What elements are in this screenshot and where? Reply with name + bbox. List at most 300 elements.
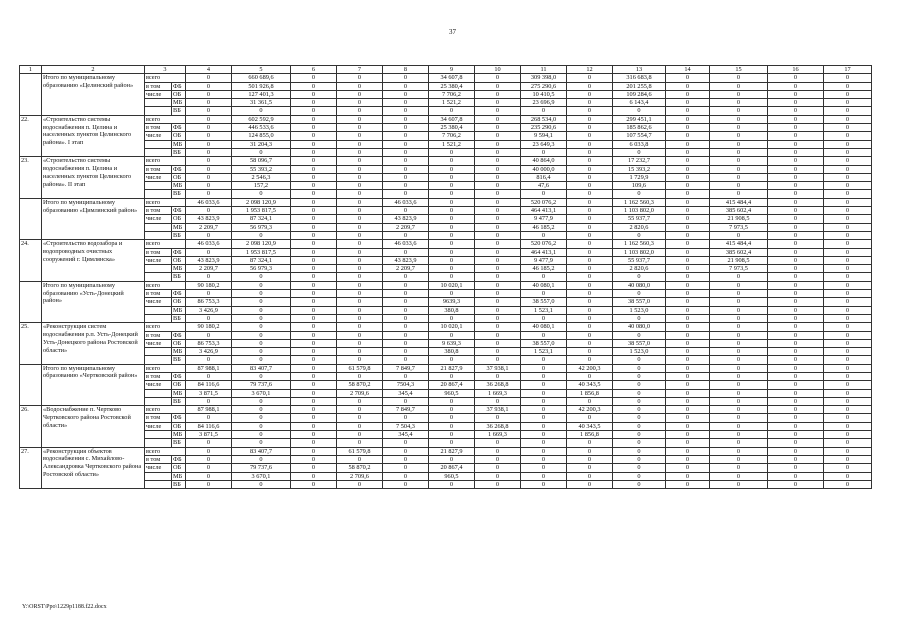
value-cell: 0 bbox=[186, 290, 232, 298]
value-cell: 0 bbox=[666, 455, 710, 463]
subtotal-label: в том bbox=[145, 414, 172, 422]
value-cell: 0 bbox=[613, 364, 666, 372]
value-cell: 0 bbox=[186, 173, 232, 181]
value-cell: 0 bbox=[613, 397, 666, 405]
value-cell: 0 bbox=[383, 480, 429, 488]
value-cell: 0 bbox=[475, 455, 521, 463]
value-cell: 2 820,6 bbox=[613, 223, 666, 231]
value-cell: 2 546,3 bbox=[232, 173, 291, 181]
value-cell: 0 bbox=[567, 132, 613, 140]
value-cell: 0 bbox=[291, 173, 337, 181]
value-cell: 46 033,6 bbox=[186, 240, 232, 248]
object-name: «Строительство системы водоснабжения п. Целина и населенных пунктов Целинского района». I этап bbox=[42, 115, 145, 156]
value-cell: 21 908,5 bbox=[710, 256, 768, 264]
value-cell: 0 bbox=[521, 148, 567, 156]
budget-source: ОБ bbox=[172, 381, 186, 389]
value-cell: 0 bbox=[291, 464, 337, 472]
table-row-total bbox=[20, 364, 872, 372]
value-cell: 37 938,1 bbox=[475, 364, 521, 372]
value-cell: 0 bbox=[710, 480, 768, 488]
value-cell: 0 bbox=[337, 115, 383, 123]
value-cell: 0 bbox=[429, 173, 475, 181]
value-cell: 0 bbox=[768, 348, 824, 356]
value-cell: 0 bbox=[383, 148, 429, 156]
value-cell: 0 bbox=[666, 248, 710, 256]
budget-source: ФБ bbox=[172, 248, 186, 256]
value-cell: 0 bbox=[666, 157, 710, 165]
value-cell: 0 bbox=[383, 173, 429, 181]
table-row bbox=[20, 331, 872, 339]
subtotal-label: числе bbox=[145, 90, 172, 98]
value-cell: 0 bbox=[710, 431, 768, 439]
value-cell: 0 bbox=[429, 165, 475, 173]
value-cell: 0 bbox=[186, 356, 232, 364]
value-cell: 0 bbox=[768, 182, 824, 190]
value-cell: 0 bbox=[232, 397, 291, 405]
value-cell: 46 185,2 bbox=[521, 223, 567, 231]
value-cell: 61 579,8 bbox=[337, 364, 383, 372]
table-row-total bbox=[20, 74, 872, 82]
value-cell: 0 bbox=[232, 148, 291, 156]
value-cell: 7 504,3 bbox=[383, 422, 429, 430]
total-label: всего bbox=[145, 406, 186, 414]
subtotal-label: числе bbox=[145, 464, 172, 472]
value-cell: 0 bbox=[567, 447, 613, 455]
value-cell: 0 bbox=[824, 472, 872, 480]
value-cell: 0 bbox=[613, 464, 666, 472]
value-cell: 0 bbox=[567, 107, 613, 115]
value-cell: 0 bbox=[710, 107, 768, 115]
value-cell: 0 bbox=[337, 372, 383, 380]
value-cell: 0 bbox=[232, 306, 291, 314]
table-row bbox=[20, 99, 872, 107]
value-cell: 58 870,2 bbox=[337, 464, 383, 472]
value-cell: 0 bbox=[383, 472, 429, 480]
value-cell: 0 bbox=[710, 406, 768, 414]
value-cell: 0 bbox=[291, 406, 337, 414]
subtotal-label: в том bbox=[145, 207, 172, 215]
table-row-total bbox=[20, 323, 872, 331]
value-cell: 0 bbox=[475, 182, 521, 190]
column-header: 16 bbox=[768, 66, 824, 74]
value-cell: 0 bbox=[567, 472, 613, 480]
value-cell: 55 937,7 bbox=[613, 215, 666, 223]
value-cell: 9 594,1 bbox=[521, 132, 567, 140]
value-cell: 0 bbox=[291, 364, 337, 372]
value-cell: 0 bbox=[521, 273, 567, 281]
value-cell: 0 bbox=[710, 455, 768, 463]
table-row bbox=[20, 148, 872, 156]
value-cell: 0 bbox=[666, 90, 710, 98]
value-cell: 0 bbox=[186, 157, 232, 165]
value-cell: 0 bbox=[291, 223, 337, 231]
value-cell: 0 bbox=[768, 414, 824, 422]
value-cell: 2 098 120,9 bbox=[232, 198, 291, 206]
value-cell: 87 324,1 bbox=[232, 256, 291, 264]
table-row bbox=[20, 140, 872, 148]
value-cell: 0 bbox=[768, 323, 824, 331]
value-cell: 23 696,9 bbox=[521, 99, 567, 107]
subtotal-label-blank bbox=[145, 231, 172, 239]
value-cell: 7 849,7 bbox=[383, 406, 429, 414]
value-cell: 0 bbox=[666, 207, 710, 215]
column-header: 3 bbox=[145, 66, 186, 74]
value-cell: 0 bbox=[567, 397, 613, 405]
value-cell: 0 bbox=[666, 231, 710, 239]
value-cell: 0 bbox=[186, 124, 232, 132]
budget-source: ВБ bbox=[172, 439, 186, 447]
value-cell: 0 bbox=[824, 422, 872, 430]
value-cell: 0 bbox=[521, 406, 567, 414]
value-cell: 0 bbox=[291, 198, 337, 206]
value-cell: 0 bbox=[291, 356, 337, 364]
value-cell: 0 bbox=[613, 148, 666, 156]
value-cell: 0 bbox=[666, 389, 710, 397]
value-cell: 0 bbox=[429, 231, 475, 239]
value-cell: 0 bbox=[567, 165, 613, 173]
value-cell: 0 bbox=[567, 90, 613, 98]
value-cell: 0 bbox=[824, 148, 872, 156]
total-label: всего bbox=[145, 323, 186, 331]
value-cell: 0 bbox=[824, 190, 872, 198]
value-cell: 0 bbox=[613, 381, 666, 389]
value-cell: 0 bbox=[232, 314, 291, 322]
value-cell: 0 bbox=[291, 99, 337, 107]
value-cell: 0 bbox=[824, 273, 872, 281]
value-cell: 0 bbox=[824, 107, 872, 115]
value-cell: 0 bbox=[291, 480, 337, 488]
value-cell: 0 bbox=[383, 331, 429, 339]
value-cell: 0 bbox=[291, 397, 337, 405]
column-header: 15 bbox=[710, 66, 768, 74]
value-cell: 0 bbox=[824, 182, 872, 190]
value-cell: 0 bbox=[291, 115, 337, 123]
budget-source: ВБ bbox=[172, 107, 186, 115]
budget-source: ФБ bbox=[172, 82, 186, 90]
value-cell: 0 bbox=[824, 207, 872, 215]
column-header: 13 bbox=[613, 66, 666, 74]
value-cell: 0 bbox=[383, 182, 429, 190]
value-cell: 0 bbox=[186, 90, 232, 98]
row-index: 22. bbox=[20, 115, 42, 156]
value-cell: 9 477,9 bbox=[521, 256, 567, 264]
value-cell: 0 bbox=[768, 422, 824, 430]
table-row bbox=[20, 464, 872, 472]
subtotal-label-blank bbox=[145, 389, 172, 397]
budget-source: ВБ bbox=[172, 231, 186, 239]
value-cell: 0 bbox=[337, 99, 383, 107]
budget-source: ФБ bbox=[172, 290, 186, 298]
value-cell: 0 bbox=[567, 215, 613, 223]
value-cell: 0 bbox=[710, 281, 768, 289]
value-cell: 0 bbox=[186, 207, 232, 215]
value-cell: 0 bbox=[475, 132, 521, 140]
value-cell: 0 bbox=[429, 480, 475, 488]
table-row bbox=[20, 339, 872, 347]
value-cell: 380,8 bbox=[429, 306, 475, 314]
value-cell: 0 bbox=[824, 331, 872, 339]
value-cell: 0 bbox=[824, 290, 872, 298]
column-header: 6 bbox=[291, 66, 337, 74]
budget-source: ОБ bbox=[172, 464, 186, 472]
value-cell: 0 bbox=[186, 190, 232, 198]
value-cell: 86 753,3 bbox=[186, 339, 232, 347]
value-cell: 0 bbox=[613, 190, 666, 198]
value-cell: 0 bbox=[768, 173, 824, 181]
budget-table bbox=[19, 65, 872, 489]
value-cell: 0 bbox=[768, 273, 824, 281]
value-cell: 46 033,6 bbox=[383, 240, 429, 248]
value-cell: 960,5 bbox=[429, 389, 475, 397]
total-label: всего bbox=[145, 364, 186, 372]
value-cell: 960,5 bbox=[429, 472, 475, 480]
value-cell: 0 bbox=[710, 157, 768, 165]
table-row bbox=[20, 273, 872, 281]
value-cell: 1 521,2 bbox=[429, 99, 475, 107]
value-cell: 0 bbox=[824, 240, 872, 248]
value-cell: 1 103 802,0 bbox=[613, 207, 666, 215]
value-cell: 0 bbox=[521, 290, 567, 298]
value-cell: 0 bbox=[824, 99, 872, 107]
value-cell: 0 bbox=[824, 256, 872, 264]
value-cell: 0 bbox=[824, 356, 872, 364]
subtotal-label-blank bbox=[145, 99, 172, 107]
value-cell: 0 bbox=[824, 480, 872, 488]
column-header: 11 bbox=[521, 66, 567, 74]
value-cell: 0 bbox=[429, 431, 475, 439]
value-cell: 0 bbox=[521, 455, 567, 463]
value-cell: 0 bbox=[475, 348, 521, 356]
value-cell: 0 bbox=[824, 124, 872, 132]
value-cell: 0 bbox=[383, 115, 429, 123]
value-cell: 0 bbox=[666, 397, 710, 405]
value-cell: 0 bbox=[666, 314, 710, 322]
total-label: всего bbox=[145, 198, 186, 206]
value-cell: 0 bbox=[429, 314, 475, 322]
value-cell: 0 bbox=[768, 165, 824, 173]
value-cell: 0 bbox=[710, 290, 768, 298]
table-row bbox=[20, 190, 872, 198]
value-cell: 0 bbox=[567, 240, 613, 248]
value-cell: 0 bbox=[824, 198, 872, 206]
column-header: 12 bbox=[567, 66, 613, 74]
value-cell: 0 bbox=[768, 140, 824, 148]
value-cell: 201 255,8 bbox=[613, 82, 666, 90]
value-cell: 37 938,1 bbox=[475, 406, 521, 414]
value-cell: 0 bbox=[521, 331, 567, 339]
subtotal-label: в том bbox=[145, 331, 172, 339]
value-cell: 83 407,7 bbox=[232, 447, 291, 455]
value-cell: 0 bbox=[337, 173, 383, 181]
object-name: «Реконструкция систем водоснабжения р.п. Усть-Донецкий Усть-Донецкого района Ростовской области» bbox=[42, 323, 145, 364]
value-cell: 0 bbox=[613, 372, 666, 380]
value-cell: 15 393,2 bbox=[613, 165, 666, 173]
value-cell: 0 bbox=[337, 132, 383, 140]
value-cell: 6 143,4 bbox=[613, 99, 666, 107]
value-cell: 0 bbox=[768, 331, 824, 339]
value-cell: 0 bbox=[291, 248, 337, 256]
subtotal-label: числе bbox=[145, 298, 172, 306]
value-cell: 0 bbox=[475, 99, 521, 107]
value-cell: 0 bbox=[666, 439, 710, 447]
value-cell: 109,6 bbox=[613, 182, 666, 190]
value-cell: 0 bbox=[232, 439, 291, 447]
value-cell: 0 bbox=[337, 397, 383, 405]
value-cell: 0 bbox=[232, 298, 291, 306]
value-cell: 0 bbox=[710, 74, 768, 82]
value-cell: 56 979,3 bbox=[232, 223, 291, 231]
value-cell: 0 bbox=[666, 256, 710, 264]
value-cell: 38 557,0 bbox=[521, 339, 567, 347]
value-cell: 1 523,0 bbox=[613, 306, 666, 314]
value-cell: 0 bbox=[383, 372, 429, 380]
value-cell: 38 557,0 bbox=[613, 339, 666, 347]
value-cell: 0 bbox=[232, 422, 291, 430]
value-cell: 0 bbox=[291, 74, 337, 82]
value-cell: 0 bbox=[613, 273, 666, 281]
value-cell: 0 bbox=[186, 372, 232, 380]
value-cell: 0 bbox=[613, 414, 666, 422]
value-cell: 0 bbox=[666, 99, 710, 107]
subtotal-label: в том bbox=[145, 248, 172, 256]
value-cell: 0 bbox=[337, 356, 383, 364]
value-cell: 345,4 bbox=[383, 389, 429, 397]
value-cell: 0 bbox=[186, 99, 232, 107]
value-cell: 0 bbox=[383, 356, 429, 364]
value-cell: 9 477,9 bbox=[521, 215, 567, 223]
value-cell: 0 bbox=[824, 439, 872, 447]
value-cell: 0 bbox=[337, 182, 383, 190]
value-cell: 0 bbox=[232, 414, 291, 422]
value-cell: 0 bbox=[291, 265, 337, 273]
value-cell: 42 200,3 bbox=[567, 406, 613, 414]
subtotal-label: числе bbox=[145, 381, 172, 389]
value-cell: 61 579,8 bbox=[337, 447, 383, 455]
table-row-total bbox=[20, 198, 872, 206]
value-cell: 1 162 560,3 bbox=[613, 198, 666, 206]
value-cell: 0 bbox=[337, 74, 383, 82]
value-cell: 7 973,5 bbox=[710, 223, 768, 231]
value-cell: 0 bbox=[567, 190, 613, 198]
budget-source: ОБ bbox=[172, 422, 186, 430]
value-cell: 0 bbox=[232, 190, 291, 198]
value-cell: 0 bbox=[337, 148, 383, 156]
value-cell: 43 823,9 bbox=[383, 256, 429, 264]
value-cell: 0 bbox=[613, 447, 666, 455]
value-cell: 0 bbox=[666, 165, 710, 173]
value-cell: 157,2 bbox=[232, 182, 291, 190]
value-cell: 0 bbox=[567, 99, 613, 107]
value-cell: 464 413,1 bbox=[521, 207, 567, 215]
budget-source: ВБ bbox=[172, 190, 186, 198]
budget-source: МБ bbox=[172, 472, 186, 480]
value-cell: 7 706,2 bbox=[429, 90, 475, 98]
value-cell: 0 bbox=[567, 173, 613, 181]
table-row bbox=[20, 356, 872, 364]
value-cell: 0 bbox=[429, 256, 475, 264]
budget-source: ВБ bbox=[172, 356, 186, 364]
value-cell: 0 bbox=[824, 364, 872, 372]
value-cell: 9639,3 bbox=[429, 298, 475, 306]
value-cell: 0 bbox=[710, 464, 768, 472]
value-cell: 0 bbox=[666, 298, 710, 306]
value-cell: 40 864,0 bbox=[521, 157, 567, 165]
value-cell: 1 523,0 bbox=[613, 348, 666, 356]
value-cell: 0 bbox=[383, 99, 429, 107]
table-row-total bbox=[20, 115, 872, 123]
value-cell: 268 534,0 bbox=[521, 115, 567, 123]
value-cell: 0 bbox=[710, 414, 768, 422]
value-cell: 0 bbox=[429, 356, 475, 364]
table-row bbox=[20, 397, 872, 405]
value-cell: 0 bbox=[666, 223, 710, 231]
value-cell: 0 bbox=[666, 281, 710, 289]
value-cell: 25 380,4 bbox=[429, 82, 475, 90]
value-cell: 9 639,3 bbox=[429, 339, 475, 347]
value-cell: 0 bbox=[710, 439, 768, 447]
value-cell: 0 bbox=[768, 464, 824, 472]
value-cell: 25 380,4 bbox=[429, 124, 475, 132]
value-cell: 0 bbox=[768, 198, 824, 206]
table-row bbox=[20, 90, 872, 98]
value-cell: 0 bbox=[567, 273, 613, 281]
value-cell: 127 401,3 bbox=[232, 90, 291, 98]
value-cell: 0 bbox=[383, 397, 429, 405]
table-row bbox=[20, 314, 872, 322]
value-cell: 0 bbox=[475, 339, 521, 347]
value-cell: 2 709,6 bbox=[337, 389, 383, 397]
value-cell: 0 bbox=[567, 455, 613, 463]
value-cell: 1 521,2 bbox=[429, 140, 475, 148]
value-cell: 0 bbox=[383, 190, 429, 198]
row-index: 24. bbox=[20, 240, 42, 281]
table-row bbox=[20, 431, 872, 439]
value-cell: 0 bbox=[383, 124, 429, 132]
table-row bbox=[20, 165, 872, 173]
value-cell: 1 523,1 bbox=[521, 348, 567, 356]
value-cell: 0 bbox=[710, 165, 768, 173]
value-cell: 0 bbox=[291, 82, 337, 90]
value-cell: 0 bbox=[521, 464, 567, 472]
value-cell: 1 729,9 bbox=[613, 173, 666, 181]
value-cell: 38 557,0 bbox=[521, 298, 567, 306]
value-cell: 0 bbox=[824, 348, 872, 356]
value-cell: 0 bbox=[768, 356, 824, 364]
value-cell: 501 926,8 bbox=[232, 82, 291, 90]
value-cell: 0 bbox=[567, 290, 613, 298]
value-cell: 58 870,2 bbox=[337, 381, 383, 389]
value-cell: 0 bbox=[291, 331, 337, 339]
value-cell: 0 bbox=[613, 331, 666, 339]
subtotal-label-blank bbox=[145, 107, 172, 115]
value-cell: 40 343,5 bbox=[567, 422, 613, 430]
subtotal-label-blank bbox=[145, 148, 172, 156]
value-cell: 0 bbox=[768, 314, 824, 322]
value-cell: 0 bbox=[232, 431, 291, 439]
value-cell: 0 bbox=[429, 290, 475, 298]
value-cell: 0 bbox=[291, 157, 337, 165]
value-cell: 1 523,1 bbox=[521, 306, 567, 314]
object-name: «Строительство системы водоснабжения п. Целина и населенных пунктов Целинского района». II этап bbox=[42, 157, 145, 198]
budget-source: ФБ bbox=[172, 331, 186, 339]
row-index: 27. bbox=[20, 447, 42, 488]
value-cell: 0 bbox=[337, 298, 383, 306]
value-cell: 0 bbox=[613, 431, 666, 439]
value-cell: 0 bbox=[521, 447, 567, 455]
value-cell: 0 bbox=[291, 439, 337, 447]
value-cell: 0 bbox=[475, 447, 521, 455]
budget-source: МБ bbox=[172, 99, 186, 107]
